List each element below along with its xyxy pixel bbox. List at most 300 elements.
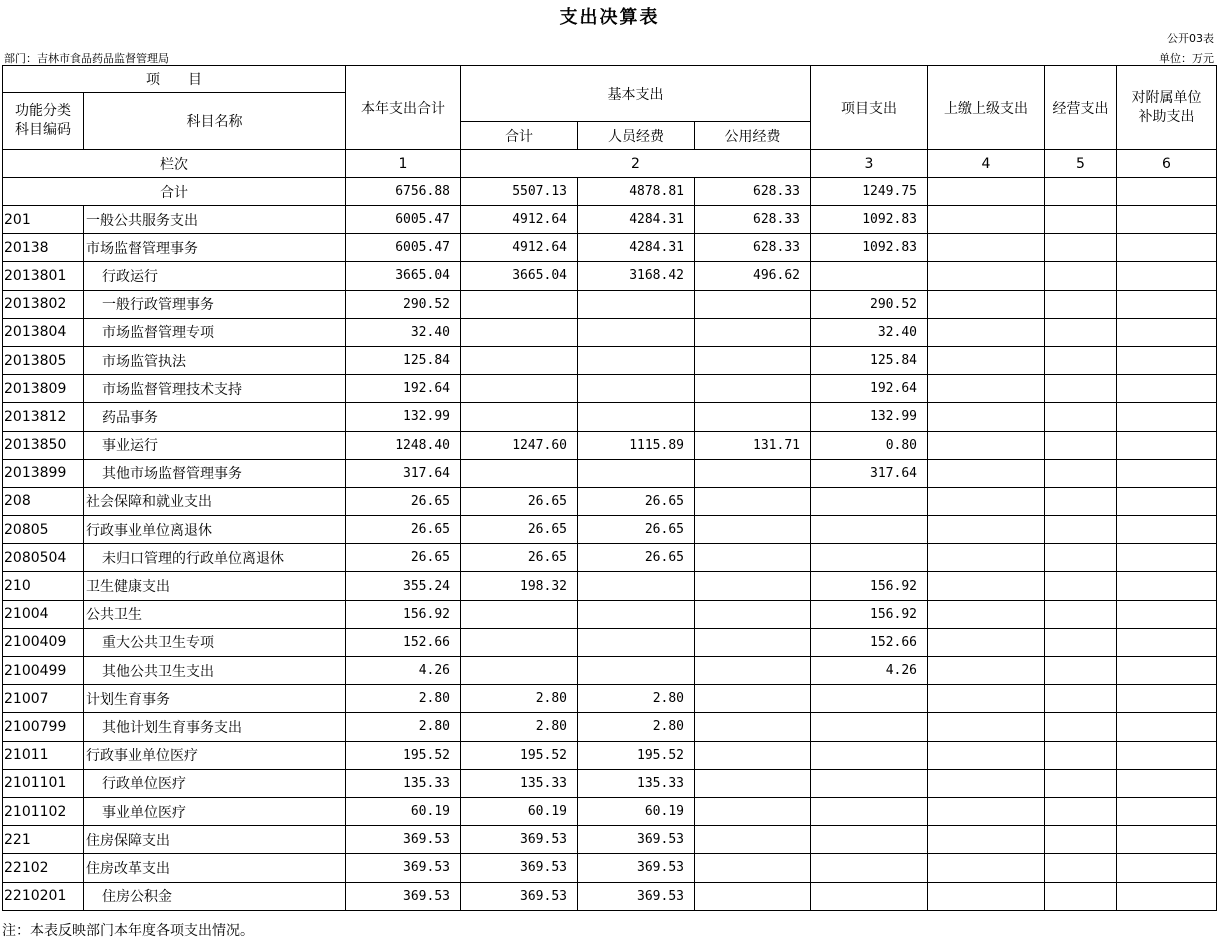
- personnel-cell: 26.65: [578, 516, 695, 544]
- upper-cell: [928, 290, 1045, 318]
- subject-name-cell: 市场监督管理事务: [84, 234, 346, 262]
- business-cell: [1045, 854, 1117, 882]
- subject-name-cell: 卫生健康支出: [84, 572, 346, 600]
- code-cell: 2080504: [3, 544, 84, 572]
- header-subject-name: 科目名称: [84, 93, 346, 150]
- total-cell: 32.40: [346, 318, 461, 346]
- header-func-code: 功能分类 科目编码: [3, 93, 84, 150]
- table-row: [3, 769, 1217, 797]
- subject-name-cell: 重大公共卫生专项: [84, 628, 346, 656]
- upper-cell: [928, 769, 1045, 797]
- subsidy-cell: [1117, 713, 1217, 741]
- project-cell: [811, 713, 928, 741]
- total-public-cell: 628.33: [695, 178, 811, 206]
- code-cell: 20805: [3, 516, 84, 544]
- header-col-6: 6: [1117, 150, 1217, 178]
- business-cell: [1045, 628, 1117, 656]
- total-cell: 4.26: [346, 657, 461, 685]
- business-cell: [1045, 741, 1117, 769]
- business-cell: [1045, 713, 1117, 741]
- total-cell: 152.66: [346, 628, 461, 656]
- header-row-label: 栏次: [3, 150, 346, 178]
- table-row: [3, 600, 1217, 628]
- subsidy-cell: [1117, 234, 1217, 262]
- code-cell: 2100799: [3, 713, 84, 741]
- public-cell: [695, 375, 811, 403]
- upper-cell: [928, 657, 1045, 685]
- business-cell: [1045, 516, 1117, 544]
- project-cell: [811, 685, 928, 713]
- public-cell: [695, 685, 811, 713]
- basic-total-cell: 26.65: [461, 544, 578, 572]
- subject-name-cell: 市场监督管理技术支持: [84, 375, 346, 403]
- basic-total-cell: 3665.04: [461, 262, 578, 290]
- subsidy-cell: [1117, 206, 1217, 234]
- project-cell: 1092.83: [811, 206, 928, 234]
- upper-cell: [928, 572, 1045, 600]
- total-personnel-cell: 4878.81: [578, 178, 695, 206]
- subject-name-cell: 一般公共服务支出: [84, 206, 346, 234]
- total-cell: 2.80: [346, 713, 461, 741]
- business-cell: [1045, 685, 1117, 713]
- total-cell: 6756.88: [346, 178, 461, 206]
- total-cell: 317.64: [346, 459, 461, 487]
- business-cell: [1045, 346, 1117, 374]
- personnel-cell: [578, 657, 695, 685]
- subject-name-cell: 药品事务: [84, 403, 346, 431]
- header-basic: 基本支出: [461, 66, 811, 122]
- public-cell: [695, 346, 811, 374]
- code-cell: 201: [3, 206, 84, 234]
- public-cell: [695, 403, 811, 431]
- department-label: 部门：吉林市食品药品监督管理局: [4, 52, 169, 65]
- total-upper-cell: [928, 178, 1045, 206]
- expenditure-table: [2, 65, 1217, 911]
- subsidy-cell: [1117, 403, 1217, 431]
- upper-cell: [928, 262, 1045, 290]
- subsidy-cell: [1117, 854, 1217, 882]
- header-col-2: 2: [461, 150, 811, 178]
- code-cell: 2013812: [3, 403, 84, 431]
- public-cell: [695, 516, 811, 544]
- project-cell: 152.66: [811, 628, 928, 656]
- total-cell: 3665.04: [346, 262, 461, 290]
- total-cell: 26.65: [346, 487, 461, 515]
- personnel-cell: 2.80: [578, 713, 695, 741]
- table-row: [3, 797, 1217, 825]
- project-cell: 290.52: [811, 290, 928, 318]
- table-row: [3, 713, 1217, 741]
- code-cell: 21011: [3, 741, 84, 769]
- code-cell: 2101102: [3, 797, 84, 825]
- table-row: [3, 882, 1217, 910]
- subsidy-cell: [1117, 318, 1217, 346]
- public-cell: [695, 600, 811, 628]
- business-cell: [1045, 487, 1117, 515]
- total-subsidy-cell: [1117, 178, 1217, 206]
- subject-name-cell: 市场监督管理专项: [84, 318, 346, 346]
- subject-name-cell: 公共卫生: [84, 600, 346, 628]
- upper-cell: [928, 516, 1045, 544]
- header-project: 项目支出: [811, 66, 928, 150]
- business-cell: [1045, 797, 1117, 825]
- header-item: 项 目: [3, 66, 346, 93]
- total-cell: 369.53: [346, 882, 461, 910]
- personnel-cell: 369.53: [578, 854, 695, 882]
- subsidy-cell: [1117, 431, 1217, 459]
- subject-name-cell: 住房公积金: [84, 882, 346, 910]
- public-cell: [695, 290, 811, 318]
- code-cell: 2100499: [3, 657, 84, 685]
- business-cell: [1045, 290, 1117, 318]
- personnel-cell: [578, 459, 695, 487]
- personnel-cell: [578, 375, 695, 403]
- project-cell: [811, 769, 928, 797]
- table-row: [3, 262, 1217, 290]
- subsidy-cell: [1117, 487, 1217, 515]
- subject-name-cell: 行政事业单位医疗: [84, 741, 346, 769]
- basic-total-cell: 2.80: [461, 713, 578, 741]
- public-cell: [695, 713, 811, 741]
- total-cell: 369.53: [346, 854, 461, 882]
- total-cell: 125.84: [346, 346, 461, 374]
- basic-total-cell: 26.65: [461, 516, 578, 544]
- code-cell: 2013809: [3, 375, 84, 403]
- total-project-cell: 1249.75: [811, 178, 928, 206]
- business-cell: [1045, 318, 1117, 346]
- subsidy-cell: [1117, 685, 1217, 713]
- unit-label: 单位：万元: [1159, 52, 1214, 65]
- project-cell: 125.84: [811, 346, 928, 374]
- subsidy-cell: [1117, 544, 1217, 572]
- basic-total-cell: [461, 628, 578, 656]
- public-cell: 131.71: [695, 431, 811, 459]
- public-cell: [695, 854, 811, 882]
- basic-total-cell: 4912.64: [461, 234, 578, 262]
- public-cell: [695, 657, 811, 685]
- table-row: [3, 375, 1217, 403]
- personnel-cell: 2.80: [578, 685, 695, 713]
- total-cell: 60.19: [346, 797, 461, 825]
- subsidy-cell: [1117, 600, 1217, 628]
- personnel-cell: 369.53: [578, 826, 695, 854]
- project-cell: [811, 262, 928, 290]
- table-row: [3, 206, 1217, 234]
- upper-cell: [928, 854, 1045, 882]
- subsidy-cell: [1117, 459, 1217, 487]
- header-col-1: 1: [346, 150, 461, 178]
- upper-cell: [928, 318, 1045, 346]
- basic-total-cell: 369.53: [461, 854, 578, 882]
- project-cell: 156.92: [811, 572, 928, 600]
- subject-name-cell: 行政事业单位离退休: [84, 516, 346, 544]
- personnel-cell: [578, 346, 695, 374]
- business-cell: [1045, 375, 1117, 403]
- table-row: [3, 234, 1217, 262]
- code-cell: 21007: [3, 685, 84, 713]
- personnel-cell: 135.33: [578, 769, 695, 797]
- public-cell: [695, 826, 811, 854]
- code-cell: 21004: [3, 600, 84, 628]
- subject-name-cell: 其他市场监督管理事务: [84, 459, 346, 487]
- subject-name-cell: 计划生育事务: [84, 685, 346, 713]
- project-cell: [811, 741, 928, 769]
- project-cell: [811, 882, 928, 910]
- total-cell: 6005.47: [346, 234, 461, 262]
- subsidy-cell: [1117, 657, 1217, 685]
- total-cell: 2.80: [346, 685, 461, 713]
- subject-name-cell: 未归口管理的行政单位离退休: [84, 544, 346, 572]
- total-cell: 192.64: [346, 375, 461, 403]
- project-cell: 1092.83: [811, 234, 928, 262]
- subject-name-cell: 其他公共卫生支出: [84, 657, 346, 685]
- basic-total-cell: 198.32: [461, 572, 578, 600]
- code-cell: 2013801: [3, 262, 84, 290]
- upper-cell: [928, 403, 1045, 431]
- total-cell: 26.65: [346, 544, 461, 572]
- total-basic-cell: 5507.13: [461, 178, 578, 206]
- table-row: [3, 741, 1217, 769]
- personnel-cell: 60.19: [578, 797, 695, 825]
- subject-name-cell: 事业单位医疗: [84, 797, 346, 825]
- personnel-cell: 4284.31: [578, 206, 695, 234]
- basic-total-cell: [461, 318, 578, 346]
- basic-total-cell: [461, 600, 578, 628]
- public-cell: 628.33: [695, 206, 811, 234]
- total-cell: 355.24: [346, 572, 461, 600]
- code-cell: 22102: [3, 854, 84, 882]
- basic-total-cell: 195.52: [461, 741, 578, 769]
- business-cell: [1045, 234, 1117, 262]
- personnel-cell: [578, 572, 695, 600]
- code-cell: 2013802: [3, 290, 84, 318]
- table-row: [3, 628, 1217, 656]
- total-cell: 132.99: [346, 403, 461, 431]
- upper-cell: [928, 544, 1045, 572]
- table-row: [3, 544, 1217, 572]
- subsidy-cell: [1117, 826, 1217, 854]
- header-col-4: 4: [928, 150, 1045, 178]
- upper-cell: [928, 628, 1045, 656]
- table-note: 注：本表反映部门本年度各项支出情况。: [2, 923, 254, 939]
- subsidy-cell: [1117, 882, 1217, 910]
- basic-total-cell: 4912.64: [461, 206, 578, 234]
- basic-total-cell: 2.80: [461, 685, 578, 713]
- upper-cell: [928, 882, 1045, 910]
- subject-name-cell: 一般行政管理事务: [84, 290, 346, 318]
- total-cell: 195.52: [346, 741, 461, 769]
- personnel-cell: 26.65: [578, 487, 695, 515]
- upper-cell: [928, 600, 1045, 628]
- project-cell: 0.80: [811, 431, 928, 459]
- table-row: [3, 431, 1217, 459]
- upper-cell: [928, 741, 1045, 769]
- upper-cell: [928, 459, 1045, 487]
- upper-cell: [928, 375, 1045, 403]
- total-label: 合计: [3, 178, 346, 206]
- total-cell: 156.92: [346, 600, 461, 628]
- table-row: [3, 516, 1217, 544]
- subsidy-cell: [1117, 769, 1217, 797]
- code-cell: 2013899: [3, 459, 84, 487]
- table-row: [3, 685, 1217, 713]
- subsidy-cell: [1117, 516, 1217, 544]
- total-cell: 1248.40: [346, 431, 461, 459]
- personnel-cell: 3168.42: [578, 262, 695, 290]
- total-business-cell: [1045, 178, 1117, 206]
- basic-total-cell: 369.53: [461, 826, 578, 854]
- total-cell: 290.52: [346, 290, 461, 318]
- header-basic-total: 合计: [461, 122, 578, 150]
- basic-total-cell: 135.33: [461, 769, 578, 797]
- project-cell: [811, 826, 928, 854]
- business-cell: [1045, 572, 1117, 600]
- basic-total-cell: [461, 290, 578, 318]
- subsidy-cell: [1117, 797, 1217, 825]
- public-cell: [695, 628, 811, 656]
- public-cell: [695, 741, 811, 769]
- basic-total-cell: [461, 403, 578, 431]
- code-cell: 208: [3, 487, 84, 515]
- table-row: [3, 657, 1217, 685]
- public-cell: [695, 769, 811, 797]
- subsidy-cell: [1117, 741, 1217, 769]
- subject-name-cell: 市场监管执法: [84, 346, 346, 374]
- subject-name-cell: 行政运行: [84, 262, 346, 290]
- personnel-cell: [578, 318, 695, 346]
- header-personnel: 人员经费: [578, 122, 695, 150]
- subsidy-cell: [1117, 375, 1217, 403]
- header-subsidy: 对附属单位 补助支出: [1117, 66, 1217, 150]
- upper-cell: [928, 346, 1045, 374]
- code-cell: 2013850: [3, 431, 84, 459]
- project-cell: [811, 797, 928, 825]
- header-upper: 上缴上级支出: [928, 66, 1045, 150]
- basic-total-cell: [461, 346, 578, 374]
- subject-name-cell: 社会保障和就业支出: [84, 487, 346, 515]
- basic-total-cell: 60.19: [461, 797, 578, 825]
- business-cell: [1045, 826, 1117, 854]
- public-cell: 496.62: [695, 262, 811, 290]
- business-cell: [1045, 657, 1117, 685]
- business-cell: [1045, 262, 1117, 290]
- subject-name-cell: 事业运行: [84, 431, 346, 459]
- personnel-cell: 195.52: [578, 741, 695, 769]
- table-row: [3, 826, 1217, 854]
- personnel-cell: [578, 600, 695, 628]
- personnel-cell: 4284.31: [578, 234, 695, 262]
- code-cell: 2210201: [3, 882, 84, 910]
- public-cell: [695, 459, 811, 487]
- business-cell: [1045, 403, 1117, 431]
- upper-cell: [928, 826, 1045, 854]
- basic-total-cell: 26.65: [461, 487, 578, 515]
- public-cell: [695, 544, 811, 572]
- public-cell: [695, 572, 811, 600]
- basic-total-cell: 369.53: [461, 882, 578, 910]
- subject-name-cell: 行政单位医疗: [84, 769, 346, 797]
- subsidy-cell: [1117, 346, 1217, 374]
- project-cell: 132.99: [811, 403, 928, 431]
- basic-total-cell: [461, 459, 578, 487]
- upper-cell: [928, 797, 1045, 825]
- table-row: [3, 854, 1217, 882]
- upper-cell: [928, 685, 1045, 713]
- header-col-5: 5: [1045, 150, 1117, 178]
- code-cell: 221: [3, 826, 84, 854]
- total-cell: 135.33: [346, 769, 461, 797]
- code-cell: 2100409: [3, 628, 84, 656]
- upper-cell: [928, 431, 1045, 459]
- project-cell: [811, 516, 928, 544]
- basic-total-cell: [461, 375, 578, 403]
- code-cell: 2013805: [3, 346, 84, 374]
- page-title: 支出决算表: [559, 7, 660, 28]
- subject-name-cell: 其他计划生育事务支出: [84, 713, 346, 741]
- form-number: 公开03表: [1167, 32, 1214, 45]
- project-cell: [811, 854, 928, 882]
- code-cell: 2013804: [3, 318, 84, 346]
- public-cell: [695, 487, 811, 515]
- basic-total-cell: 1247.60: [461, 431, 578, 459]
- business-cell: [1045, 206, 1117, 234]
- total-cell: 369.53: [346, 826, 461, 854]
- public-cell: 628.33: [695, 234, 811, 262]
- business-cell: [1045, 769, 1117, 797]
- basic-total-cell: [461, 657, 578, 685]
- table-row: [3, 403, 1217, 431]
- code-cell: 2101101: [3, 769, 84, 797]
- upper-cell: [928, 206, 1045, 234]
- upper-cell: [928, 713, 1045, 741]
- header-business: 经营支出: [1045, 66, 1117, 150]
- code-cell: 20138: [3, 234, 84, 262]
- public-cell: [695, 797, 811, 825]
- public-cell: [695, 318, 811, 346]
- business-cell: [1045, 882, 1117, 910]
- personnel-cell: [578, 290, 695, 318]
- header-public: 公用经费: [695, 122, 811, 150]
- total-cell: 6005.47: [346, 206, 461, 234]
- table-row: [3, 346, 1217, 374]
- subsidy-cell: [1117, 290, 1217, 318]
- table-row: [3, 572, 1217, 600]
- upper-cell: [928, 487, 1045, 515]
- public-cell: [695, 882, 811, 910]
- subject-name-cell: 住房保障支出: [84, 826, 346, 854]
- project-cell: 192.64: [811, 375, 928, 403]
- project-cell: 317.64: [811, 459, 928, 487]
- personnel-cell: 1115.89: [578, 431, 695, 459]
- business-cell: [1045, 544, 1117, 572]
- total-row: [3, 178, 1217, 206]
- subject-name-cell: 住房改革支出: [84, 854, 346, 882]
- table-row: [3, 459, 1217, 487]
- project-cell: 4.26: [811, 657, 928, 685]
- header-total: 本年支出合计: [346, 66, 461, 150]
- subsidy-cell: [1117, 628, 1217, 656]
- personnel-cell: [578, 403, 695, 431]
- personnel-cell: [578, 628, 695, 656]
- business-cell: [1045, 600, 1117, 628]
- total-cell: 26.65: [346, 516, 461, 544]
- business-cell: [1045, 431, 1117, 459]
- project-cell: 32.40: [811, 318, 928, 346]
- project-cell: [811, 544, 928, 572]
- business-cell: [1045, 459, 1117, 487]
- personnel-cell: 26.65: [578, 544, 695, 572]
- table-row: [3, 318, 1217, 346]
